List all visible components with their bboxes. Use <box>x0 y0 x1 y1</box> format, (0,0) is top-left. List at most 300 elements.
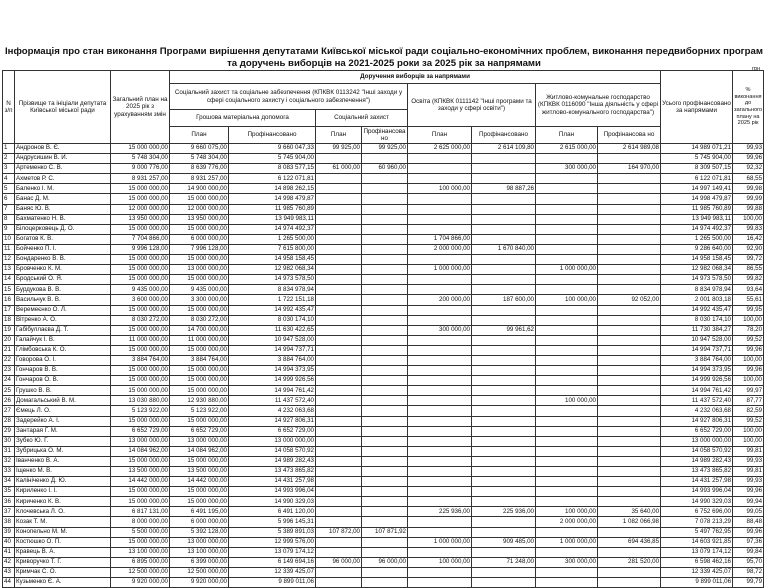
header-funded: Профінансовано <box>472 127 536 144</box>
cell-material-funded: 11 985 760,89 <box>229 204 316 214</box>
cell-education-funded <box>472 436 536 446</box>
cell-row-number: 43 <box>3 567 15 577</box>
cell-education-funded <box>472 527 536 537</box>
cell-deputy-name: Криворучко Т. Г. <box>15 557 111 567</box>
cell-total-funded: 11 437 572,40 <box>661 396 733 406</box>
table-row <box>3 567 764 577</box>
cell-row-number: 3 <box>3 164 15 174</box>
cell-education-funded <box>472 214 536 224</box>
cell-social-funded <box>362 547 408 557</box>
cell-deputy-name: Козак Т. М. <box>15 517 111 527</box>
cell-deputy-name: Бойченко П. І. <box>15 244 111 254</box>
cell-education-funded <box>472 355 536 365</box>
cell-education-funded <box>472 446 536 456</box>
cell-social-plan <box>316 234 362 244</box>
cell-row-number: 12 <box>3 255 15 265</box>
cell-education-plan <box>408 406 472 416</box>
cell-percent: 78,20 <box>733 325 764 335</box>
cell-material-plan: 6 652 729,00 <box>170 426 229 436</box>
cell-housing-plan <box>536 325 598 335</box>
cell-housing-funded <box>598 477 661 487</box>
cell-material-funded: 1 265 500,00 <box>229 234 316 244</box>
cell-education-plan: 1 704 866,00 <box>408 234 472 244</box>
cell-row-number: 16 <box>3 295 15 305</box>
cell-material-plan: 6 000 000,00 <box>170 517 229 527</box>
cell-education-funded <box>472 386 536 396</box>
cell-social-plan <box>316 567 362 577</box>
cell-education-funded: 187 600,00 <box>472 295 536 305</box>
table-row <box>3 396 764 406</box>
cell-row-number: 19 <box>3 325 15 335</box>
cell-percent: 86,55 <box>733 265 764 275</box>
cell-social-plan <box>316 547 362 557</box>
cell-material-funded: 14 994 761,42 <box>229 386 316 396</box>
execution-table <box>2 70 764 588</box>
cell-social-plan <box>316 537 362 547</box>
cell-total-funded: 6 752 696,00 <box>661 507 733 517</box>
cell-deputy-name: Баняс Ю. В. <box>15 204 111 214</box>
cell-social-funded <box>362 325 408 335</box>
cell-education-funded <box>472 315 536 325</box>
cell-social-funded: 96 000,00 <box>362 557 408 567</box>
cell-education-plan <box>408 547 472 557</box>
cell-housing-plan <box>536 567 598 577</box>
cell-total-plan: 6 817 131,00 <box>111 507 170 517</box>
cell-housing-funded <box>598 305 661 315</box>
cell-row-number: 35 <box>3 487 15 497</box>
cell-row-number: 10 <box>3 234 15 244</box>
cell-material-funded: 14 973 578,50 <box>229 275 316 285</box>
cell-housing-funded <box>598 487 661 497</box>
cell-total-plan: 15 000 000,00 <box>111 366 170 376</box>
cell-total-plan: 15 000 000,00 <box>111 255 170 265</box>
cell-material-plan: 15 000 000,00 <box>170 376 229 386</box>
cell-social-plan <box>316 456 362 466</box>
cell-education-funded <box>472 416 536 426</box>
cell-housing-funded <box>598 194 661 204</box>
cell-total-plan: 15 000 000,00 <box>111 224 170 234</box>
table-row <box>3 497 764 507</box>
cell-housing-funded <box>598 578 661 588</box>
cell-row-number: 24 <box>3 376 15 386</box>
table-row <box>3 184 764 194</box>
cell-social-plan <box>316 507 362 517</box>
cell-material-plan: 7 996 128,00 <box>170 244 229 254</box>
cell-material-funded: 14 927 806,31 <box>229 416 316 426</box>
cell-education-funded <box>472 497 536 507</box>
header-material-aid: Грошова матеріальна допомога <box>170 110 316 127</box>
cell-housing-plan <box>536 416 598 426</box>
cell-social-plan <box>316 436 362 446</box>
cell-total-funded: 1 265 500,00 <box>661 234 733 244</box>
cell-education-plan: 2 000 000,00 <box>408 244 472 254</box>
cell-education-plan <box>408 396 472 406</box>
cell-housing-funded <box>598 366 661 376</box>
cell-row-number: 40 <box>3 537 15 547</box>
header-directions-group: Доручення виборців за напрямами <box>170 71 661 84</box>
cell-housing-plan <box>536 335 598 345</box>
cell-education-plan <box>408 174 472 184</box>
cell-deputy-name: Ахметов Р. С. <box>15 174 111 184</box>
table-row <box>3 517 764 527</box>
cell-material-funded: 10 947 528,00 <box>229 335 316 345</box>
cell-percent: 100,00 <box>733 376 764 386</box>
cell-total-plan: 8 931 257,00 <box>111 174 170 184</box>
cell-material-funded: 14 994 737,71 <box>229 345 316 355</box>
cell-social-funded <box>362 285 408 295</box>
cell-social-funded <box>362 507 408 517</box>
table-row <box>3 194 764 204</box>
cell-deputy-name: Іщенко М. В. <box>15 467 111 477</box>
cell-row-number: 7 <box>3 204 15 214</box>
cell-housing-plan <box>536 224 598 234</box>
cell-deputy-name: Кузьменко Є. А. <box>15 578 111 588</box>
header-funded: Профінансова но <box>598 127 661 144</box>
cell-education-plan <box>408 517 472 527</box>
cell-material-plan: 6 000 000,00 <box>170 234 229 244</box>
cell-material-funded: 14 974 492,37 <box>229 224 316 234</box>
cell-material-plan: 9 920 000,00 <box>170 578 229 588</box>
cell-education-plan <box>408 467 472 477</box>
cell-total-funded: 8 030 174,10 <box>661 315 733 325</box>
cell-total-funded: 14 993 996,04 <box>661 487 733 497</box>
cell-total-funded: 6 598 462,16 <box>661 557 733 567</box>
cell-material-plan: 14 700 000,00 <box>170 325 229 335</box>
cell-material-plan: 15 000 000,00 <box>170 224 229 234</box>
cell-total-plan: 15 000 000,00 <box>111 305 170 315</box>
cell-total-plan: 13 000 000,00 <box>111 436 170 446</box>
cell-housing-funded <box>598 436 661 446</box>
cell-row-number: 14 <box>3 275 15 285</box>
cell-total-plan: 6 895 000,00 <box>111 557 170 567</box>
cell-total-funded: 14 603 921,85 <box>661 537 733 547</box>
cell-total-plan: 8 030 272,00 <box>111 315 170 325</box>
cell-material-funded: 14 999 926,56 <box>229 376 316 386</box>
cell-housing-plan <box>536 406 598 416</box>
cell-row-number: 26 <box>3 396 15 406</box>
cell-material-funded: 13 000 000,00 <box>229 436 316 446</box>
cell-material-funded: 3 884 764,00 <box>229 355 316 365</box>
cell-social-funded <box>362 255 408 265</box>
cell-deputy-name: Костюшко О. П. <box>15 537 111 547</box>
cell-total-funded: 6 652 729,00 <box>661 426 733 436</box>
cell-housing-plan <box>536 487 598 497</box>
cell-social-funded <box>362 467 408 477</box>
cell-material-funded: 12 339 425,07 <box>229 567 316 577</box>
cell-housing-funded <box>598 396 661 406</box>
cell-education-plan: 200 000,00 <box>408 295 472 305</box>
cell-education-funded <box>472 467 536 477</box>
cell-housing-plan: 100 000,00 <box>536 507 598 517</box>
cell-education-plan <box>408 366 472 376</box>
cell-education-plan <box>408 477 472 487</box>
cell-row-number: 17 <box>3 305 15 315</box>
cell-education-funded: 98 887,26 <box>472 184 536 194</box>
cell-education-plan: 100 000,00 <box>408 184 472 194</box>
cell-social-plan <box>316 244 362 254</box>
cell-percent: 99,93 <box>733 456 764 466</box>
cell-percent: 99,83 <box>733 224 764 234</box>
cell-deputy-name: Галайчук І. В. <box>15 335 111 345</box>
table-row <box>3 477 764 487</box>
cell-education-plan: 2 625 000,00 <box>408 144 472 154</box>
cell-housing-funded <box>598 275 661 285</box>
cell-deputy-name: Кримчак С. О. <box>15 567 111 577</box>
cell-education-plan <box>408 214 472 224</box>
cell-total-plan: 9 000 776,00 <box>111 164 170 174</box>
header-social-protection: Соціальний захист <box>316 110 408 127</box>
cell-percent: 99,81 <box>733 446 764 456</box>
cell-social-funded <box>362 315 408 325</box>
cell-housing-funded <box>598 174 661 184</box>
header-education: Освіта (КПКВК 0111142 "Інші програми та заходи у сфері освіти") <box>408 84 536 127</box>
cell-social-plan <box>316 355 362 365</box>
cell-total-plan: 15 000 000,00 <box>111 456 170 466</box>
cell-education-funded <box>472 174 536 184</box>
table-row <box>3 244 764 254</box>
table-row <box>3 255 764 265</box>
cell-material-funded: 6 491 120,00 <box>229 507 316 517</box>
cell-education-plan <box>408 487 472 497</box>
cell-education-plan <box>408 345 472 355</box>
cell-social-plan: 96 000,00 <box>316 557 362 567</box>
cell-row-number: 37 <box>3 507 15 517</box>
table-row <box>3 315 764 325</box>
cell-row-number: 34 <box>3 477 15 487</box>
cell-material-plan: 15 000 000,00 <box>170 416 229 426</box>
table-row <box>3 345 764 355</box>
header-deputy-name: Прізвище та ініціали депутата Київської міської ради <box>15 71 111 144</box>
cell-housing-funded <box>598 204 661 214</box>
cell-material-funded: 8 834 978,94 <box>229 285 316 295</box>
cell-deputy-name: Бахматенко Н. В. <box>15 214 111 224</box>
cell-education-funded <box>472 285 536 295</box>
cell-total-funded: 5 497 762,95 <box>661 527 733 537</box>
cell-material-funded: 13 473 865,82 <box>229 467 316 477</box>
cell-total-funded: 13 949 983,11 <box>661 214 733 224</box>
cell-social-plan <box>316 295 362 305</box>
cell-housing-plan <box>536 214 598 224</box>
cell-percent: 99,95 <box>733 305 764 315</box>
cell-percent: 99,98 <box>733 184 764 194</box>
cell-social-plan <box>316 224 362 234</box>
cell-social-plan <box>316 345 362 355</box>
cell-housing-plan <box>536 244 598 254</box>
cell-education-funded <box>472 547 536 557</box>
cell-social-funded <box>362 537 408 547</box>
cell-material-plan: 8 931 257,00 <box>170 174 229 184</box>
cell-row-number: 21 <box>3 345 15 355</box>
cell-social-plan <box>316 467 362 477</box>
cell-education-plan <box>408 255 472 265</box>
document-title: Інформація про стан виконання Програми вирішення депутатами Київської міської ради соціально-економічних проблем, виконання передвиборних програм та доручень виборців на 2021-2025 роки за 2025 рік за напрямами <box>5 46 763 69</box>
cell-education-plan <box>408 446 472 456</box>
cell-total-plan: 15 000 000,00 <box>111 345 170 355</box>
cell-deputy-name: Гончаров В. В. <box>15 366 111 376</box>
cell-education-plan <box>408 275 472 285</box>
cell-total-plan: 14 084 962,00 <box>111 446 170 456</box>
header-plan: План <box>536 127 598 144</box>
cell-row-number: 29 <box>3 426 15 436</box>
cell-row-number: 39 <box>3 527 15 537</box>
cell-social-funded <box>362 214 408 224</box>
cell-housing-funded: 164 970,00 <box>598 164 661 174</box>
cell-material-funded: 14 993 996,04 <box>229 487 316 497</box>
cell-housing-funded <box>598 547 661 557</box>
cell-deputy-name: Андронов В. Є. <box>15 144 111 154</box>
cell-material-plan: 13 000 000,00 <box>170 537 229 547</box>
cell-row-number: 42 <box>3 557 15 567</box>
cell-housing-funded: 281 520,00 <box>598 557 661 567</box>
cell-social-plan <box>316 255 362 265</box>
cell-housing-funded: 694 436,85 <box>598 537 661 547</box>
cell-material-funded: 14 898 262,15 <box>229 184 316 194</box>
cell-housing-plan: 2 000 000,00 <box>536 517 598 527</box>
cell-total-plan: 9 435 000,00 <box>111 285 170 295</box>
cell-housing-funded <box>598 527 661 537</box>
cell-social-plan <box>316 265 362 275</box>
cell-education-funded <box>472 255 536 265</box>
cell-social-funded: 99 925,00 <box>362 144 408 154</box>
table-row <box>3 426 764 436</box>
cell-education-funded <box>472 517 536 527</box>
header-no: N з/п <box>3 71 15 144</box>
cell-percent: 99,96 <box>733 154 764 164</box>
cell-housing-funded <box>598 244 661 254</box>
cell-material-funded: 6 652 729,00 <box>229 426 316 436</box>
cell-education-plan <box>408 497 472 507</box>
cell-deputy-name: Калініченко Д. Ю. <box>15 477 111 487</box>
cell-total-funded: 14 994 737,71 <box>661 345 733 355</box>
cell-deputy-name: Бурдукова В. В. <box>15 285 111 295</box>
cell-social-plan <box>316 396 362 406</box>
cell-row-number: 31 <box>3 446 15 456</box>
cell-social-plan <box>316 497 362 507</box>
cell-percent: 99,99 <box>733 194 764 204</box>
cell-education-plan <box>408 224 472 234</box>
cell-education-funded <box>472 154 536 164</box>
cell-total-funded: 12 339 425,07 <box>661 567 733 577</box>
header-plan: План <box>316 127 362 144</box>
header-funded: Профінансова но <box>363 127 406 142</box>
cell-social-plan: 61 000,00 <box>316 164 362 174</box>
cell-total-plan: 15 000 000,00 <box>111 416 170 426</box>
cell-housing-plan <box>536 275 598 285</box>
cell-percent: 88,48 <box>733 517 764 527</box>
cell-education-funded <box>472 456 536 466</box>
cell-education-funded <box>472 345 536 355</box>
cell-education-funded <box>472 305 536 315</box>
cell-total-plan: 8 000 000,00 <box>111 517 170 527</box>
cell-material-plan: 8 030 272,00 <box>170 315 229 325</box>
cell-total-plan: 12 000 000,00 <box>111 204 170 214</box>
cell-housing-funded <box>598 416 661 426</box>
cell-education-funded <box>472 396 536 406</box>
cell-total-funded: 14 999 926,56 <box>661 376 733 386</box>
cell-percent: 100,00 <box>733 426 764 436</box>
cell-education-plan <box>408 456 472 466</box>
cell-housing-plan: 1 000 000,00 <box>536 265 598 275</box>
cell-total-funded: 13 000 000,00 <box>661 436 733 446</box>
cell-material-funded: 14 989 282,43 <box>229 456 316 466</box>
cell-total-plan: 13 030 880,00 <box>111 396 170 406</box>
cell-housing-funded <box>598 497 661 507</box>
cell-total-plan: 15 000 000,00 <box>111 325 170 335</box>
cell-social-plan <box>316 204 362 214</box>
cell-social-funded <box>362 265 408 275</box>
cell-row-number: 6 <box>3 194 15 204</box>
cell-housing-plan <box>536 446 598 456</box>
cell-housing-funded <box>598 224 661 234</box>
cell-material-plan: 13 000 000,00 <box>170 436 229 446</box>
cell-material-plan: 6 491 195,00 <box>170 507 229 517</box>
cell-education-funded: 99 961,62 <box>472 325 536 335</box>
cell-housing-funded <box>598 467 661 477</box>
cell-housing-plan <box>536 285 598 295</box>
cell-housing-funded <box>598 456 661 466</box>
cell-row-number: 36 <box>3 497 15 507</box>
cell-material-funded: 9 899 011,06 <box>229 578 316 588</box>
table-row <box>3 275 764 285</box>
cell-percent: 99,52 <box>733 416 764 426</box>
cell-education-plan <box>408 355 472 365</box>
cell-social-funded <box>362 426 408 436</box>
cell-total-funded: 8 834 978,94 <box>661 285 733 295</box>
cell-social-plan <box>316 477 362 487</box>
cell-material-funded: 8 030 174,10 <box>229 315 316 325</box>
cell-total-plan: 3 884 764,00 <box>111 355 170 365</box>
cell-education-funded <box>472 376 536 386</box>
cell-housing-funded <box>598 567 661 577</box>
cell-education-plan: 1 000 000,00 <box>408 265 472 275</box>
cell-housing-plan <box>536 355 598 365</box>
cell-housing-plan <box>536 204 598 214</box>
cell-percent: 92,32 <box>733 164 764 174</box>
cell-housing-funded <box>598 154 661 164</box>
cell-education-funded: 1 670 840,00 <box>472 244 536 254</box>
cell-social-funded <box>362 406 408 416</box>
cell-percent: 99,94 <box>733 497 764 507</box>
cell-material-funded: 14 990 329,03 <box>229 497 316 507</box>
cell-housing-funded <box>598 214 661 224</box>
cell-total-plan: 15 000 000,00 <box>111 487 170 497</box>
cell-housing-plan <box>536 386 598 396</box>
cell-housing-plan <box>536 456 598 466</box>
cell-housing-funded <box>598 265 661 275</box>
table-row <box>3 224 764 234</box>
cell-material-plan: 12 500 000,00 <box>170 567 229 577</box>
cell-social-plan <box>316 335 362 345</box>
table-row <box>3 234 764 244</box>
cell-deputy-name: Зубко Ю. Г. <box>15 436 111 446</box>
cell-row-number: 32 <box>3 456 15 466</box>
cell-housing-funded <box>598 376 661 386</box>
table-row <box>3 164 764 174</box>
cell-total-funded: 6 122 071,81 <box>661 174 733 184</box>
cell-education-plan <box>408 164 472 174</box>
table-row <box>3 154 764 164</box>
cell-material-plan: 14 442 000,00 <box>170 477 229 487</box>
cell-material-funded: 14 998 479,87 <box>229 194 316 204</box>
cell-material-plan: 15 000 000,00 <box>170 497 229 507</box>
cell-social-funded <box>362 446 408 456</box>
cell-social-funded <box>362 184 408 194</box>
cell-housing-plan: 300 000,00 <box>536 557 598 567</box>
cell-total-plan: 15 000 000,00 <box>111 386 170 396</box>
cell-total-funded: 14 989 282,43 <box>661 456 733 466</box>
cell-housing-plan <box>536 345 598 355</box>
cell-total-funded: 14 994 761,42 <box>661 386 733 396</box>
